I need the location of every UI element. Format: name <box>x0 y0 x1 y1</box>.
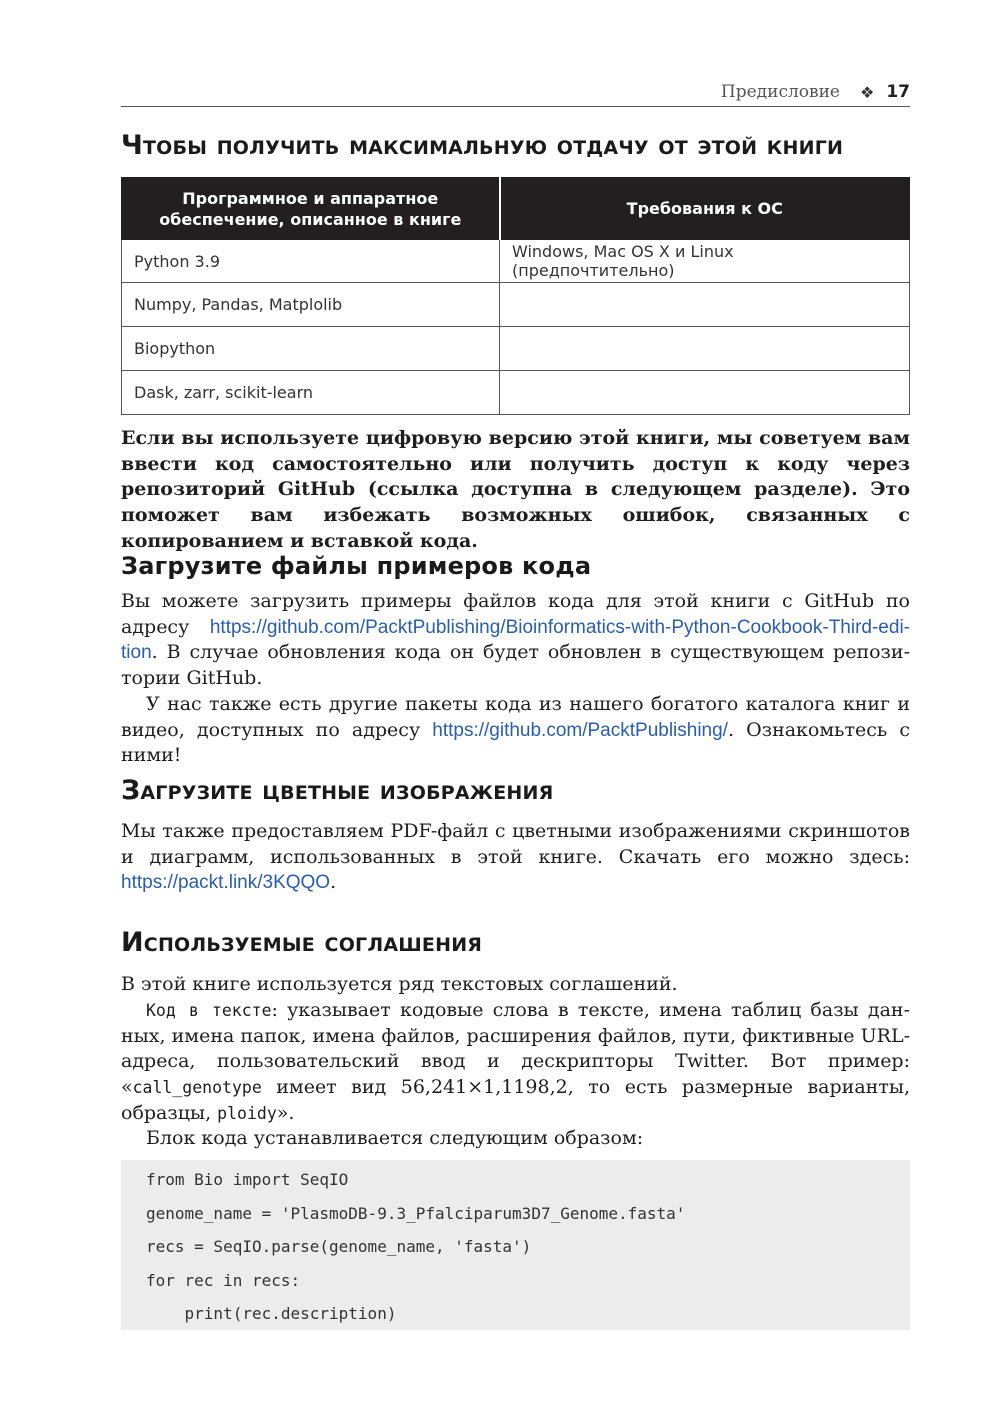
text-run: ». <box>276 1101 295 1124</box>
packt-github-link[interactable]: https://github.com/PacktPublishing/ <box>432 719 728 741</box>
table-header-software: Программное и аппаратное обеспечение, описанное в книге <box>122 178 500 240</box>
inline-code: ploidy <box>217 1103 277 1123</box>
code-block-intro: Блок кода устанавливается следующим образом: <box>146 1127 644 1149</box>
header-section-title: Предисловие <box>720 82 840 102</box>
code-line: for rec in recs: <box>146 1270 301 1290</box>
text-run: . <box>330 871 337 894</box>
table-header-row <box>122 178 910 240</box>
code-line: genome_name = 'PlasmoDB-9.3_Pfalciparum3D7_Genome.fasta' <box>146 1203 686 1223</box>
conventions-intro: В этой книге используется ряд текстовых соглашений. <box>121 973 678 995</box>
download-code-paragraph <box>121 589 910 692</box>
code-line: from Bio import SeqIO <box>146 1170 349 1189</box>
text-run: . Ознакомьтесь с ними! <box>121 718 910 767</box>
text-run: : указывает кодовые слова в тексте, имена таблиц базы данных, имена папок, имена файлов, расширения файлов, пути, фиктивные URL-адреса, пользовательский ввод и дескрипторы Twitter. Вот пример: « <box>121 999 910 1099</box>
inline-code: call_genotype <box>132 1078 262 1098</box>
table-cell <box>500 371 910 415</box>
table-cell <box>500 327 910 371</box>
text-run: Вы можете загрузить примеры файлов кода для этой книги с GitHub по адресу <box>121 590 910 638</box>
code-block <box>121 1160 910 1330</box>
ornament-icon: ❖ <box>859 82 875 102</box>
table-row <box>122 371 910 415</box>
table-cell: Biopython <box>122 327 500 371</box>
other-bundles-paragraph <box>121 692 910 769</box>
section-title-color-images: Загрузите цветные изображения <box>121 775 554 806</box>
digital-version-note: Если вы используете цифровую версию этой книги, мы советуем вам ввести код самостоятельно или получить доступ к коду через репозиторий GitHub (ссылка доступна в следующем разделе). Это поможет вам избежать возможных ошибок, связанных с копированием и вставкой кода. <box>121 427 910 552</box>
github-repo-link[interactable]: https://github.com/PacktPublishing/Bioinformatics-with-Python-Cookbook-Third-edition <box>121 616 910 664</box>
section-title-max: Чтобы получить максимальную отдачу от этой книги <box>121 130 844 161</box>
code-in-text-paragraph <box>121 998 910 1127</box>
table-cell <box>500 283 910 327</box>
color-images-link[interactable]: https://packt.link/3KQQO <box>121 872 331 894</box>
table-cell: Windows, Mac OS X и Linux (предпочтительно) <box>500 240 910 283</box>
table-cell: Python 3.9 <box>122 240 500 283</box>
section-title-download-code: Загрузите файлы примеров кода <box>121 552 592 580</box>
page-number: 17 <box>886 82 910 102</box>
text-run: имеет вид 56,241×1,1198,2, то есть размерные варианты, образцы, <box>121 1076 910 1124</box>
requirements-table <box>121 177 910 415</box>
code-line: print(rec.description) <box>146 1304 397 1323</box>
table-row <box>122 327 910 371</box>
text-run: . В случае обновления кода он будет обновлен в существующем репозитории GitHub. <box>121 641 910 690</box>
text-run: У нас также есть другие пакеты кода из нашего богатого каталога книг и видео, доступных по адресу <box>121 693 910 741</box>
table-cell: Dask, zarr, scikit-learn <box>122 371 500 415</box>
table-row <box>122 240 910 283</box>
text-run: Мы также предоставляем PDF-файл с цветными изображениями скриншотов и диаграмм, использованных в этой книге. Скачать его можно здесь: <box>121 820 910 868</box>
table-header-os: Требования к ОС <box>500 178 910 240</box>
section-title-conventions: Используемые соглашения <box>121 927 483 958</box>
code-line: recs = SeqIO.parse(genome_name, 'fasta') <box>146 1237 532 1256</box>
code-in-text-term: Код в тексте <box>146 1001 272 1020</box>
table-row <box>122 283 910 327</box>
table-cell: Numpy, Pandas, Matplolib <box>122 283 500 327</box>
color-images-paragraph <box>121 819 910 896</box>
running-header <box>121 78 910 107</box>
